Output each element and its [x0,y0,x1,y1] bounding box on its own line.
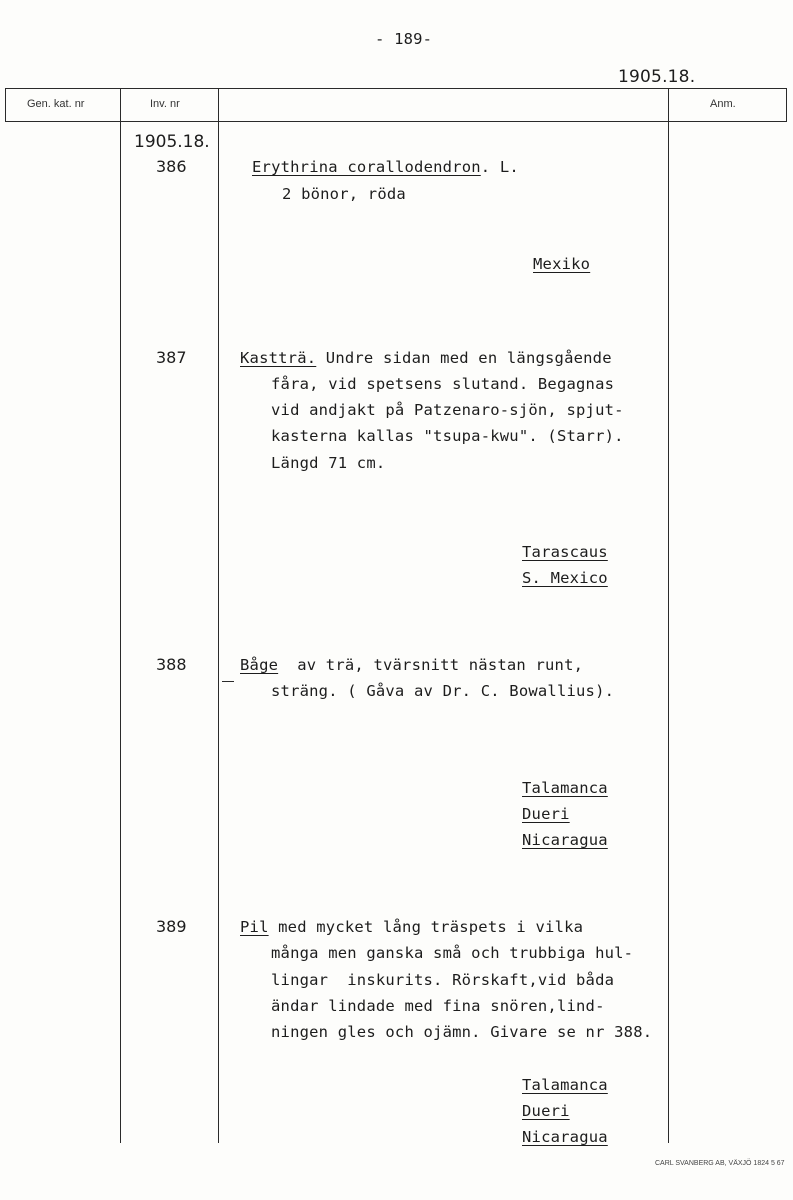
entry-line: 2 bönor, röda [282,185,406,203]
col-header-anm: Anm. [710,98,736,110]
inv-number: 387 [156,348,187,367]
col-divider-desc-anm [668,88,669,1143]
inv-number: 388 [156,655,187,674]
place-label: Nicaragua [522,1128,608,1146]
inv-number: 389 [156,917,187,936]
place-label: S. Mexico [522,569,608,587]
entry-title-rest: . L. [480,158,519,176]
inv-header-year: 1905.18. [134,132,210,152]
entry-title-rest: Undre sidan med en längsgående [316,349,612,367]
place-label: Talamanca [522,779,608,797]
entry-line: kasterna kallas "tsupa-kwu". (Starr). [271,427,624,445]
right-border [786,88,787,122]
entry-title: Pil [240,918,269,936]
entry-title: Båge [240,656,279,674]
entry-line: ändar lindade med fina snören,lind- [271,997,605,1015]
entry-title-rest: av trä, tvärsnitt nästan runt, [278,656,584,674]
inv-number: 386 [156,157,187,176]
entry-line: ningen gles och ojämn. Givare se nr 388. [271,1023,653,1041]
place-label: Tarascaus [522,543,608,561]
entry-title-rest: med mycket lång träspets i vilka [268,918,584,936]
table-top-rule [5,88,787,89]
col-divider-gen-inv [120,88,121,1143]
table-header-rule [5,121,787,122]
entry-line: många men ganska små och trubbiga hul- [271,944,634,962]
place-label: Talamanca [522,1076,608,1094]
entry-line: lingar inskurits. Rörskaft,vid båda [271,971,615,989]
printer-imprint: CARL SVANBERG AB, VÄXJÖ 1824 5 67 [655,1160,785,1167]
left-border [5,88,6,122]
col-header-inv: Inv. nr [150,98,180,110]
place-label: Mexiko [533,255,591,273]
entry-title-line [240,918,583,936]
entry-line: fåra, vid spetsens slutand. Begagnas [271,375,615,393]
year-ref: 1905.18. [618,67,696,87]
entry-line: Längd 71 cm. [271,454,386,472]
entry-title-line [240,349,612,367]
entry-title: Kastträ. [240,349,317,367]
place-label: Nicaragua [522,831,608,849]
place-label: Dueri [522,1102,570,1120]
entry-title-line [240,656,583,674]
entry-title: Erythrina corallodendron [252,158,481,176]
margin-dash [222,681,234,682]
entry-line: sträng. ( Gåva av Dr. C. Bowallius). [271,682,615,700]
entry-line: vid andjakt på Patzenaro-sjön, spjut- [271,401,624,419]
entry-title-line [252,158,519,176]
col-divider-inv-desc [218,88,219,1143]
page-number: - 189- [375,30,433,48]
col-header-gen-kat: Gen. kat. nr [27,98,85,110]
place-label: Dueri [522,805,570,823]
